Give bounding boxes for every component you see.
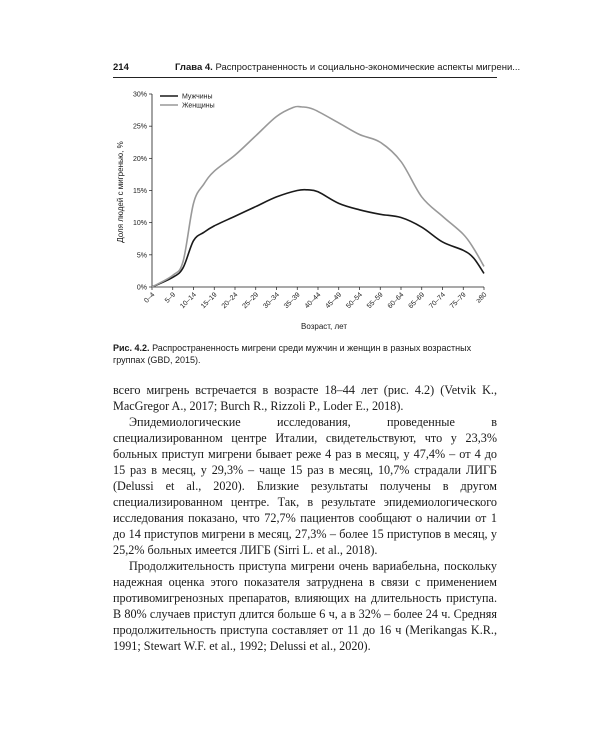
x-tick-label: 35–39 (282, 291, 302, 311)
chart-axes (152, 94, 484, 287)
y-tick-label: 0% (136, 284, 147, 292)
x-tick-label: 30–34 (262, 291, 281, 311)
y-axis-label: Доля людей с мигренью, % (116, 141, 125, 243)
paragraph: Эпидемиологические исследования, проведенные в специализированном центре Италии, свидетельствуют, что у 23,3% больных приступ мигрени бывает реже 4 раз в месяц, у 47,4% – от 4 до 15 раз в месяц, у 29,3% – чаще 15 раз в месяц, 10,7% страдали ЛИГБ (Delussi et al., 2020). Близкие результаты получены в другом специализированном центре. Так, в результате эпидемиологического исследования показано, что 72,7% пациентов сообщают о наличии от 1 до 14 приступов мигрени в месяц, 27,3% – более 15 приступов в месяц, у 25,2% больных имеется ЛИГБ (Sirri L. et al., 2018). (113, 415, 497, 557)
y-tick-label: 10% (132, 220, 147, 228)
x-tick-label: 0–4 (143, 291, 157, 305)
x-tick-label: 20–24 (220, 291, 240, 311)
header-rule (113, 77, 497, 78)
y-tick-label: 20% (132, 155, 147, 163)
y-tick-label: 25% (132, 123, 147, 131)
caption-text: Распространенность мигрени среди мужчин и женщин в разных возрастных группах (GBD, 2015). (113, 343, 472, 365)
paragraph: Продолжительность приступа мигрени очень вариабельна, поскольку надежная оценка этого показателя затруднена в связи с применением противомигренозных препаратов, влияющих на длительность приступа. В 80% случаев приступ длится больше 6 ч, а в 32% – более 24 ч. Средняя продолжительность приступа составляет от 11 до 16 ч (Merikangas K.R., 1991; Stewart W.F. et al., 1992; Delussi et al., 2020). (113, 559, 497, 653)
x-tick-label: 55–59 (365, 291, 385, 311)
paragraph: всего мигрень встречается в возрасте 18–44 лет (рис. 4.2) (Vetvik K., MacGregor A., 2017; Burch R., Rizzoli P., Loder E., 2018). (113, 383, 497, 413)
running-header (113, 62, 521, 76)
y-tick-labels (133, 92, 152, 292)
body-text (113, 382, 497, 654)
chart-legend (160, 94, 215, 110)
x-tick-labels (143, 287, 488, 310)
y-tick-label: 5% (136, 252, 147, 260)
y-tick-label: 15% (132, 188, 147, 195)
legend-label: Женщины (182, 102, 215, 110)
x-tick-label: 60–64 (386, 291, 406, 311)
x-tick-label: 25–29 (241, 291, 261, 311)
figure-caption (113, 342, 497, 366)
x-tick-label: 45–49 (324, 291, 344, 311)
x-tick-label: 50–54 (345, 291, 364, 311)
x-tick-label: 15–19 (199, 291, 219, 311)
chapter-title: Распространенность и социально-экономические аспекты мигрени... (215, 62, 521, 73)
series-line-women (152, 106, 484, 287)
caption-label: Рис. 4.2. (113, 343, 150, 353)
x-tick-label: 5–9 (163, 291, 178, 305)
chart-series (152, 106, 484, 287)
x-axis-label: Возраст, лет (301, 322, 347, 331)
x-tick-label: 40–44 (303, 291, 323, 311)
page-number: 214 (113, 62, 129, 73)
chapter-header (175, 62, 520, 73)
x-tick-label: 10–14 (179, 291, 198, 311)
legend-label: Мужчины (182, 93, 213, 101)
x-tick-label: ≥80 (475, 291, 489, 305)
x-tick-label: 65–69 (407, 291, 427, 311)
x-tick-label: 75–79 (448, 291, 468, 311)
migraine-prevalence-chart (108, 84, 498, 339)
x-tick-label: 70–74 (428, 291, 447, 311)
chapter-label: Глава 4. (175, 62, 213, 73)
series-line-men (152, 190, 484, 287)
y-tick-label: 30% (132, 91, 147, 99)
